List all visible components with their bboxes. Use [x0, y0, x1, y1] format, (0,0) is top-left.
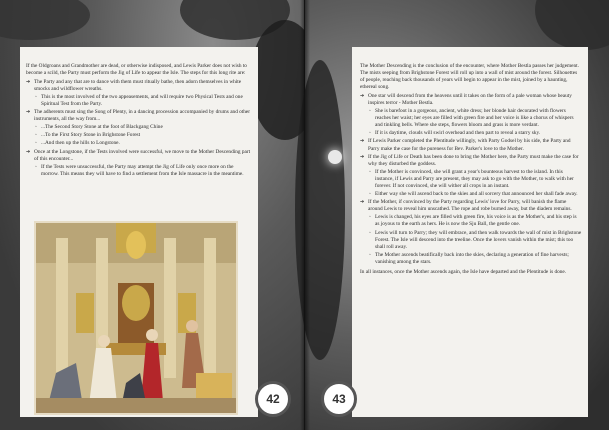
list-item: ◦ Lewis will turn to Parry; they will embrace, and then walk towards the wall of mist in Brighstone Forest. The Isle will descend into the treeline. Once the lovers vanish within the mist; this too shall roll away.	[360, 230, 582, 251]
left-steps-list	[26, 79, 252, 178]
list-item: ◦ She is barefoot in a gorgeous, ancient, white dress; her blonde hair decorated with flowers reaches her waist; her eyes are filled with green fire and her voice is like a chorus of whispers and tinkling bells. Where she steps, flowers bloom and grass is more verdant.	[360, 108, 582, 129]
temple-illustration-art	[36, 223, 236, 413]
left-page	[20, 47, 258, 417]
list-item: ➔ The adherents must sing the Song of Plenty, in a dancing procession accompanied by drums and other instruments, all the way from...	[26, 109, 252, 123]
list-item: ➔ If the Jig of Life or Death has been done to bring the Mother here, the Party must make the case for why they disturbed the goddess.	[360, 154, 582, 168]
left-intro-paragraph: If the Oldgroans and Grandmother are dead, or otherwise indisposed, and Lewis Parker does not wish to become a scild, the Party must perform the Jig of Life to appear the Isle. The steps for this long rite are:	[26, 63, 247, 77]
page-number-left: 42	[255, 381, 291, 417]
list-item: ➔ Once at the Longstone, if the Tests involved were successful, we move to the Mother Descending part of this encounter...	[26, 149, 252, 163]
list-item: ◦ This is the most involved of the two appeasements, and will require two Physical Tests and one Spiritual Test from the Party.	[26, 94, 252, 108]
right-intro-paragraph: The Mother Descending is the conclusion of the encounter, where Mother Bestla passes her judgement. The mists seeping from Brighstone Forest will roll up into a wall of mist around the forest. Silhouettes of people, reaching back thousands of years will begin to appear in the mist, joined by a haunting, ethereal song.	[360, 63, 579, 91]
list-item: ➔ The Party and any that are to dance with them must ritually bathe, then adorn themselves in white smocks and wildflower wreaths.	[26, 79, 252, 93]
list-item: ◦ The Mother ascends beatifically back into the skies, declaring a generation of fine harvests; vanishing among the stars.	[360, 252, 582, 266]
list-item: ◦ If the Tests were unsuccessful, the Party may attempt the Jig of Life only once more on the morrow. This means they will have to find a settlement from the Isle massacre in the meantime.	[26, 164, 252, 178]
page-gutter	[300, 0, 310, 430]
temple-illustration	[34, 221, 238, 415]
right-page-text	[360, 63, 582, 278]
list-item: ◦ If the Mother is convinced, she will grant a year's bounteous harvest to the island. In this instance, if Lewis and Parry are present, they may ask to go with the Mother, to walk with her forever. If not convinced, she will wither all crops in an instant.	[360, 169, 582, 190]
right-items-list	[360, 93, 582, 266]
list-item: ➔ If Lewis Parker completed the Plentitude willingly, with Party Godsel by his side, the Party and Parry make the case for the pureness for Bev. Parker's love to the Mother.	[360, 138, 582, 152]
list-item: ◦ Lewis is changed, his eyes are filled with green fire, his voice is as the Mother's, and his step is as joyous to the earth as hers. He is now the Sju Ball, the gentle one.	[360, 214, 582, 228]
right-page	[352, 47, 588, 417]
list-item: ◦ ...To the First Story Stone in Brighstone Forest	[26, 132, 252, 139]
list-item: ➔ If the Mother, if convinced by the Party regarding Lewis' love for Parry, will banish the flame around Lewis to reveal him unscathed. The rope and robe burned away, but the diadem remains.	[360, 199, 582, 213]
left-page-text	[26, 63, 252, 179]
list-item: ◦ ...The Second Story Stone at the foot of Blackgang Chine	[26, 124, 252, 131]
list-item: ◦ Either way she will ascend back to the skies and all sorcery that announced her shall fade away.	[360, 191, 582, 198]
list-item: ◦ If it is daytime, clouds will swirl overhead and then part to reveal a starry sky.	[360, 130, 582, 137]
list-item: ➔ One star will descend from the heavens until it takes on the form of a pale woman whose beauty inspires terror - Mother Bestla.	[360, 93, 582, 107]
list-item: ◦ ...And then up the hills to Longstone.	[26, 140, 252, 147]
page-number-right: 43	[321, 381, 357, 417]
right-outro-paragraph: In all instances, once the Mother ascends again, the Isle have departed and the Plentitude is done.	[360, 269, 567, 276]
moon-artwork	[328, 150, 342, 164]
